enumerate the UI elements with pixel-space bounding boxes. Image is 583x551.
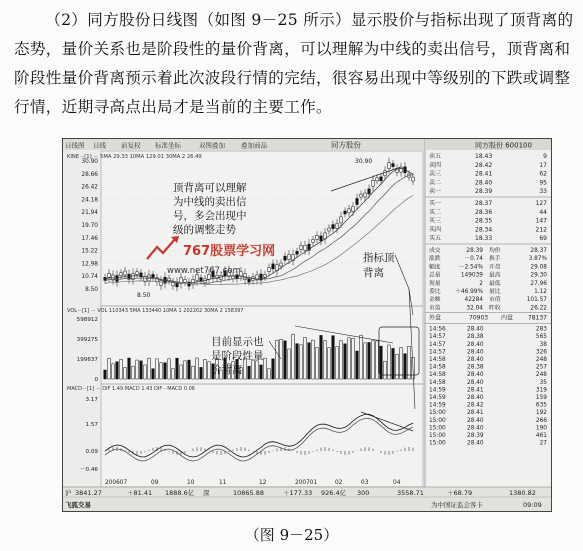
candle-body — [388, 163, 391, 169]
date-tick-label: 11 — [219, 480, 227, 486]
tick-volume: 27 — [539, 440, 547, 447]
tick-time: 14:56 — [429, 326, 446, 333]
date-tick-label: 10 — [187, 480, 195, 486]
candle-body — [124, 271, 127, 275]
clock: 09:09 — [523, 501, 542, 509]
volume-bar — [128, 358, 131, 379]
date-tick-label: 02 — [335, 480, 343, 486]
price-tick-label: 24.18 — [81, 197, 98, 204]
stat-value: 3.87% — [528, 256, 547, 263]
tick-price: 28.40 — [467, 326, 484, 333]
volume-bar — [360, 335, 363, 379]
volume-bar — [116, 362, 119, 379]
quote-level-label: 买五 — [429, 235, 442, 243]
volume-bar — [188, 360, 191, 379]
candle-body — [380, 177, 383, 181]
volume-bar — [140, 361, 143, 379]
volume-tick-label: 598912 — [76, 317, 98, 323]
high-price-mark: 30.90 — [355, 158, 373, 165]
tick-time: 14:59 — [429, 395, 446, 401]
volume-bar — [384, 361, 387, 379]
quote-level-label: 卖三 — [429, 170, 442, 178]
price-tick-label: 8.50 — [85, 287, 98, 293]
price-tick-label: 19.70 — [81, 223, 98, 229]
quote-volume: 17 — [539, 161, 547, 169]
volume-bar — [308, 343, 311, 379]
stat-label: 最高 — [489, 272, 501, 279]
volume-bar — [172, 369, 175, 379]
mid-1: 300 — [357, 489, 370, 497]
volume-bar — [120, 359, 123, 379]
stat-label: 涨跌 — [429, 256, 441, 263]
macd-tick-label: －0.46 — [79, 467, 98, 473]
tick-volume: 319 — [535, 387, 547, 394]
volume-tick-label: 0 — [94, 377, 98, 383]
brand-label: 飞狐交易 — [65, 501, 91, 509]
quote-volume: 44 — [539, 208, 547, 216]
quote-price: 28.35 — [475, 217, 493, 225]
chart-type-label: 日线图 — [65, 141, 85, 150]
volume-bar — [336, 347, 339, 379]
tick-time: 14:59 — [429, 387, 446, 394]
tick-time: 14:58 — [429, 372, 446, 379]
tick-volume: 266 — [535, 417, 547, 424]
volume-bar — [392, 348, 395, 379]
candle-body — [248, 279, 251, 282]
quote-price: 18.33 — [475, 235, 493, 243]
quote-volume: 69 — [539, 235, 547, 243]
tick-time: 14:57 — [429, 341, 446, 348]
figure-caption: （图 9－25） — [244, 526, 339, 544]
candle-body — [296, 251, 299, 254]
candle-body — [384, 171, 387, 176]
watermark-text: 767股票学习网 — [183, 244, 276, 259]
macd-legend: MACD－[1] － DIF 1.49 MACD 1.43 DIF－MACD 0.06 — [67, 386, 195, 392]
candle-body — [412, 177, 415, 181]
stat-label: 开盘 — [489, 264, 501, 271]
volume-bar — [300, 345, 303, 379]
tick-price: 28.40 — [467, 417, 484, 424]
volume-tick-label: 199637 — [76, 357, 98, 363]
candle-body — [360, 194, 363, 197]
menu-item[interactable]: 双图叠加 — [199, 141, 225, 150]
candle-body — [184, 279, 187, 282]
tick-price: 28.40 — [467, 341, 484, 348]
macd-tick-label: 0.09 — [85, 449, 98, 455]
stock-chart-screenshot — [62, 138, 552, 512]
stat-value: 101.57 — [526, 297, 547, 304]
volume-bar — [268, 369, 271, 379]
sh-amount: 1888.6亿 — [165, 489, 195, 497]
kline-legend: KINE－[1] － 5MA 29.33 10MA 129.01 30MA 2 26.49 — [67, 154, 202, 160]
volume-bar — [292, 334, 295, 379]
volume-bar — [144, 365, 147, 379]
center-title: 同方股份 — [331, 140, 361, 150]
candle-body — [368, 189, 371, 194]
stat-label: 最低 — [489, 280, 501, 287]
macd-tick-label: 1.57 — [85, 422, 98, 428]
stat-value: 2 — [479, 280, 483, 287]
stat-label: 均价 — [489, 248, 501, 254]
sz-index: 10865.88 — [233, 489, 265, 497]
volume-bar — [344, 344, 347, 379]
stat-label: 幅度 — [429, 264, 441, 271]
sz-change: ＋177.33 — [283, 489, 313, 497]
tick-time: 15:00 — [429, 440, 446, 447]
macd-tick-label: 3.17 — [85, 397, 98, 403]
tick-price: 28.40 — [467, 357, 484, 363]
volume-bar — [304, 337, 307, 379]
stat-label: 昨收 — [489, 305, 501, 312]
volume-bar — [276, 340, 279, 379]
volume-bar — [168, 359, 171, 379]
quote-price: 28.40 — [475, 179, 493, 187]
tick-price: 28.38 — [467, 364, 484, 371]
candle-body — [148, 275, 151, 281]
quote-volume: 62 — [539, 170, 547, 178]
volume-bar — [180, 365, 183, 379]
quote-price: 18.43 — [475, 153, 493, 160]
quote-level-label: 卖四 — [429, 161, 442, 169]
tick-price: 28.40 — [467, 440, 484, 447]
candle-body — [136, 272, 139, 275]
tick-price: 28.41 — [467, 410, 484, 417]
notice-text: 为中国证监会客卡 — [431, 501, 483, 509]
quote-volume: 9 — [543, 153, 547, 160]
volume-bar — [328, 348, 331, 379]
sz-amount: 926.4亿 — [321, 489, 347, 497]
tick-volume: 35 — [539, 379, 547, 386]
tick-volume: 257 — [535, 364, 547, 371]
candle-body — [344, 211, 347, 214]
quote-volume: 212 — [535, 226, 547, 234]
candle-body — [160, 280, 163, 285]
annotation-line: 指标顶 — [363, 252, 395, 264]
quote-level-label: 买二 — [429, 208, 442, 216]
outer-label: 外盘 — [429, 314, 442, 322]
annotation-line: 号，多会出现中 — [173, 210, 247, 222]
volume-bar — [260, 365, 263, 379]
tick-time: 14:58 — [429, 364, 446, 371]
tick-price: 28.38 — [467, 334, 484, 341]
watermark-url: www.net767.com — [167, 266, 241, 276]
date-tick-label: 12 — [259, 480, 267, 486]
date-tick-label: 200701 — [295, 480, 318, 486]
volume-bar — [256, 361, 259, 379]
volume-bar — [164, 363, 167, 379]
volume-bar — [284, 341, 287, 379]
volume-bar — [160, 363, 163, 379]
stat-value: ＋46.99% — [455, 289, 483, 295]
stock-title: 同方股份 600100 — [475, 141, 532, 150]
quote-price: 28.42 — [475, 161, 493, 169]
stat-label: 金额 — [429, 297, 441, 304]
stat-value: 1.12 — [534, 289, 547, 295]
stat-label: 市盈 — [429, 305, 441, 312]
quote-level-label: 卖二 — [429, 179, 442, 187]
volume-bar — [400, 348, 403, 379]
volume-bar — [204, 359, 207, 379]
annotation-line: 为中线的卖出信 — [173, 196, 247, 208]
stat-value: 27.96 — [530, 280, 547, 287]
volume-bar — [132, 366, 135, 379]
volume-bar — [112, 364, 115, 379]
stat-label: 现量 — [429, 280, 441, 287]
volume-bar — [296, 344, 299, 379]
volume-bar — [148, 358, 151, 379]
volume-bar — [252, 360, 255, 379]
candle-body — [356, 198, 359, 204]
candle-body — [392, 164, 395, 167]
date-tick-label: 09 — [151, 480, 159, 486]
price-tick-label: 15.22 — [81, 248, 98, 255]
stat-label: 量比 — [489, 289, 501, 295]
volume-bar — [368, 342, 371, 379]
tick-time: 15:00 — [429, 417, 446, 424]
stat-value: －0.74 — [464, 256, 483, 263]
stat-value: 26.22 — [530, 305, 547, 312]
inner-label: 内盘 — [501, 314, 514, 322]
quote-level-label: 买一 — [429, 200, 442, 207]
stat-label: 成交 — [429, 248, 441, 254]
price-tick-label: 30.90 — [81, 159, 98, 165]
quote-price: 28.36 — [475, 208, 493, 216]
volume-bar — [332, 336, 335, 379]
annotation-line: 级的调整走势 — [173, 224, 236, 236]
stat-label: 市值 — [489, 297, 501, 304]
mid-2: 3558.71 — [397, 489, 424, 497]
candle-body — [372, 180, 375, 186]
stat-label: 总量 — [429, 272, 441, 279]
candle-body — [152, 274, 155, 277]
menu-item[interactable]: 前复权 — [121, 141, 141, 150]
volume-bar — [184, 361, 187, 379]
candle-body — [200, 278, 203, 281]
volume-bar — [348, 338, 351, 379]
candle-body — [312, 239, 315, 242]
volume-bar — [352, 338, 355, 379]
candle-body — [348, 209, 351, 213]
stat-label: 委比 — [429, 289, 441, 295]
tick-price: 28.41 — [467, 387, 484, 394]
quote-volume: 127 — [535, 200, 547, 207]
quote-price: 28.37 — [475, 200, 493, 207]
quote-level-label: 卖一 — [429, 188, 442, 196]
stat-value: 28.37 — [530, 248, 547, 254]
annotation-line: 目前显示也 — [211, 336, 264, 348]
tick-time: 14:58 — [429, 379, 446, 386]
date-tick-label: 03 — [361, 480, 369, 486]
candle-body — [288, 254, 291, 259]
tick-time: 14:59 — [429, 402, 446, 409]
quote-price: 28.34 — [475, 226, 493, 234]
menu-item[interactable]: 日线 — [93, 141, 106, 150]
sh-change: ＋81.41 — [127, 489, 153, 497]
volume-bar — [312, 340, 315, 379]
volume-bar — [192, 366, 195, 379]
tick-time: 14:57 — [429, 349, 446, 356]
volume-bar — [376, 341, 379, 379]
volume-bar — [176, 358, 179, 379]
price-tick-label: 12.98 — [81, 261, 98, 268]
mid-3: ＋68.79 — [447, 489, 473, 497]
tick-volume: 635 — [535, 402, 547, 409]
candle-body — [316, 235, 319, 239]
volume-bar — [388, 345, 391, 379]
tick-volume: 159 — [535, 395, 547, 401]
volume-bar — [156, 359, 159, 379]
quote-level-label: 卖五 — [429, 153, 442, 160]
menu-item[interactable]: 标准坐标 — [155, 141, 181, 150]
volume-bar — [280, 339, 283, 379]
volume-bar — [316, 348, 319, 379]
annotation-line: 是阶段性量 — [211, 350, 264, 362]
tick-price: 28.42 — [467, 402, 484, 409]
sz-label: 深 — [203, 489, 210, 497]
volume-bar — [104, 370, 107, 379]
volume-bar — [364, 343, 367, 379]
price-tick-label: 10.74 — [81, 274, 98, 281]
outer-value: 70903 — [469, 314, 489, 322]
candle-body — [268, 268, 271, 272]
volume-bar — [208, 362, 211, 379]
tick-time: 14:57 — [429, 334, 446, 341]
tick-time: 15:00 — [429, 433, 446, 439]
tick-volume: 38 — [539, 341, 547, 348]
candle-body — [376, 178, 379, 181]
annotation-line: 背离 — [363, 267, 384, 279]
price-tick-label: 17.46 — [81, 235, 98, 242]
tick-price: 28.39 — [467, 433, 484, 439]
stat-value: 29.08 — [530, 264, 547, 271]
tick-time: 15:00 — [429, 410, 446, 417]
tick-time: 14:58 — [429, 357, 446, 363]
volume-bar — [408, 346, 411, 379]
candle-body — [300, 245, 303, 249]
volume-legend: VOL－[1] － VOL 110343 5MA 133440 10MA 1 202202 30MA 2 158397 — [67, 308, 244, 314]
volume-bar — [136, 360, 139, 379]
volume-bar — [124, 367, 127, 379]
candle-body — [304, 245, 307, 250]
quote-level-label: 买三 — [429, 217, 442, 225]
candle-body — [336, 223, 339, 228]
volume-bar — [248, 366, 251, 379]
stat-value: 28.39 — [466, 248, 483, 254]
sh-index: 3841.27 — [75, 489, 102, 497]
candle-body — [320, 236, 323, 241]
date-tick-label: 04 — [393, 480, 401, 486]
price-tick-label: 21.94 — [81, 210, 98, 217]
tick-volume: 248 — [535, 357, 547, 363]
tick-volume: 283 — [535, 326, 547, 333]
volume-bar — [324, 341, 327, 379]
tick-price: 28.40 — [467, 349, 484, 356]
stat-value: 42284 — [464, 297, 483, 304]
stat-value: 32.04 — [466, 305, 483, 312]
annotation-line: 顶背离可以理解 — [173, 182, 247, 194]
candle-body — [280, 263, 283, 266]
volume-bar — [340, 341, 343, 379]
quote-volume: 95 — [539, 179, 547, 187]
mid-4: 1380.82 — [509, 489, 536, 497]
candle-body — [332, 225, 335, 229]
tick-volume: 565 — [535, 334, 547, 341]
volume-bar — [356, 351, 359, 379]
sh-label: 沪 — [65, 489, 72, 497]
body-paragraph: （2）同方股份日线图（如图 9－25 所示）显示股价与指标出现了顶背离的态势，量价关系也是阶段性的量价背离，可以理解为中线的卖出信号，顶背离和阶段性量价背离预示着此次波段行情的完结，很容易出现中等级别的下跌或调整行情，近期寻高点出局才是当前的主要工作。 — [14, 11, 574, 116]
stat-value: －2.54% — [458, 264, 483, 271]
volume-bar — [108, 358, 111, 379]
quote-price: 28.41 — [475, 170, 493, 178]
low-price-mark: 8.50 — [137, 292, 151, 299]
date-tick-label: 200607 — [105, 480, 128, 486]
candle-body — [364, 193, 367, 197]
candle-body — [264, 274, 267, 277]
candle-body — [340, 217, 343, 223]
volume-bar — [288, 349, 291, 379]
candle-body — [400, 167, 403, 172]
tick-price: 28.40 — [467, 379, 484, 386]
volume-bar — [264, 358, 267, 379]
annotation-line: 价背离 — [211, 364, 243, 376]
volume-bar — [372, 341, 375, 379]
volume-bar — [320, 335, 323, 379]
tick-volume: 192 — [535, 410, 547, 417]
price-tick-label: 28.66 — [81, 171, 98, 178]
tick-volume: 326 — [535, 349, 547, 356]
candle-body — [352, 207, 355, 212]
tick-price: 28.40 — [467, 395, 484, 401]
quote-price: 28.39 — [475, 188, 493, 196]
candle-body — [328, 228, 331, 231]
candle-body — [272, 264, 275, 269]
stat-label: 换手 — [489, 256, 501, 263]
menu-item[interactable]: 叠加商品 — [241, 141, 267, 150]
tick-price: 28.40 — [467, 425, 484, 432]
volume-bar — [272, 359, 275, 379]
stat-value: 149039 — [460, 272, 483, 279]
tick-volume: 461 — [535, 433, 547, 439]
tick-price: 28.40 — [467, 372, 484, 379]
inner-value: 78137 — [527, 314, 547, 322]
volume-tick-label: 399275 — [76, 337, 98, 343]
quote-volume: 33 — [539, 188, 547, 196]
candle-body — [188, 282, 191, 286]
quote-level-label: 买四 — [429, 226, 442, 234]
candle-body — [284, 256, 287, 260]
volume-bar — [196, 358, 199, 379]
tick-volume: 248 — [535, 372, 547, 379]
stat-value: 29.30 — [530, 272, 547, 279]
quote-volume: 147 — [535, 217, 547, 225]
candle-body — [108, 273, 111, 277]
volume-bar — [200, 367, 203, 379]
candle-body — [120, 273, 123, 276]
tick-volume: 190 — [535, 425, 547, 432]
volume-bar — [152, 369, 155, 379]
price-tick-label: 26.42 — [81, 184, 98, 191]
tick-time: 15:00 — [429, 425, 446, 432]
